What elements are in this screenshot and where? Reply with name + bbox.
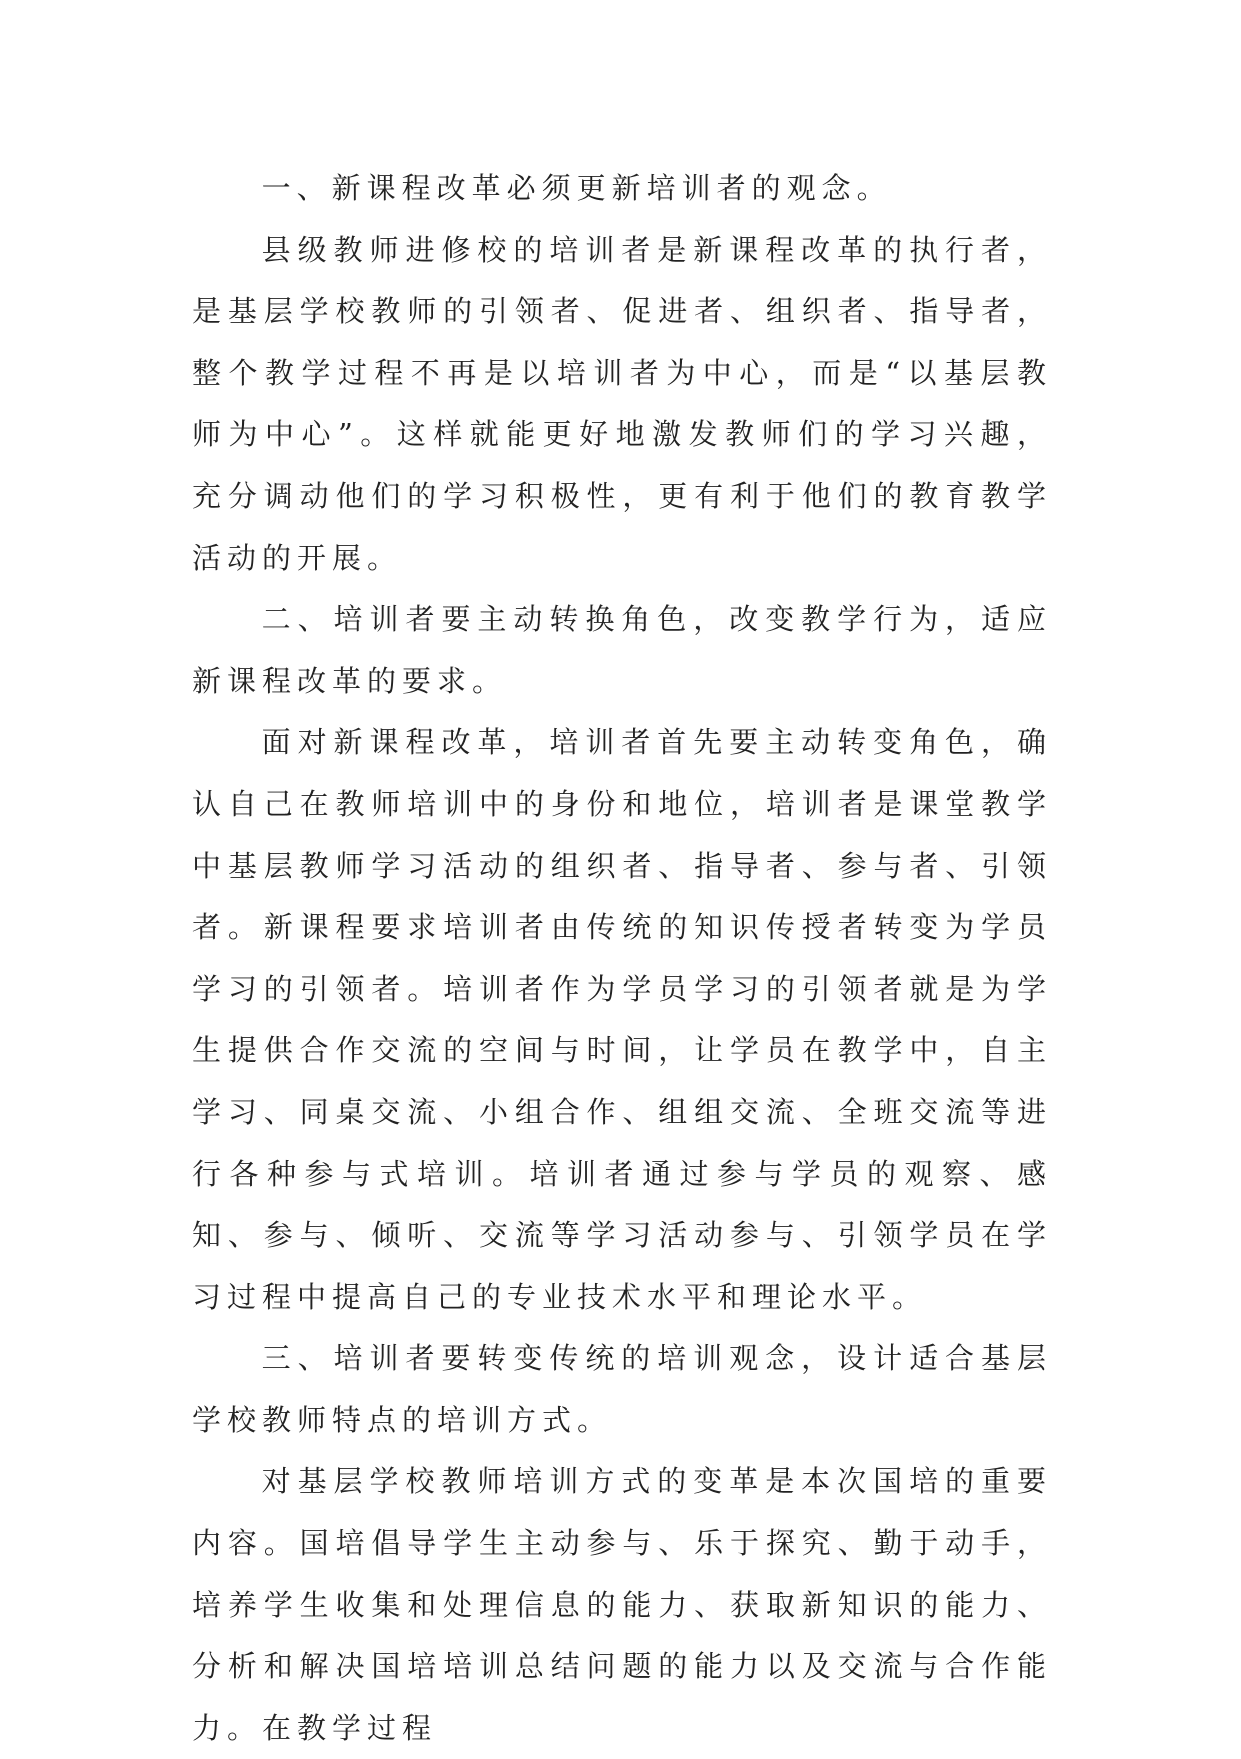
section-heading-3: 三、培训者要转变传统的培训观念，设计适合基层学校教师特点的培训方式。 <box>192 1341 1052 1437</box>
body-paragraph-1: 县级教师进修校的培训者是新课程改革的执行者，是基层学校教师的引领者、促进者、组织者、指导者，整个教学过程不再是以培训者为中心，而是“以基层教师为中心”。这样就能更好地激发教师们的学习兴趣，充分调动他们的学习积极性，更有利于他们的教育教学活动的开展。 <box>192 232 1052 575</box>
body-paragraph-3: 对基层学校教师培训方式的变革是本次国培的重要内容。国培倡导学生主动参与、乐于探究、勤于动手，培养学生收集和处理信息的能力、获取新知识的能力、分析和解决国培培训总结问题的能力以及交流与合作能力。在教学过程 <box>192 1464 1052 1745</box>
section-heading-2: 二、培训者要主动转换角色，改变教学行为，适应新课程改革的要求。 <box>192 602 1052 698</box>
section-heading-1: 一、新课程改革必须更新培训者的观念。 <box>261 171 892 205</box>
body-paragraph-2: 面对新课程改革，培训者首先要主动转变角色，确认自己在教师培训中的身份和地位，培训者是课堂教学中基层教师学习活动的组织者、指导者、参与者、引领者。新课程要求培训者由传统的知识传授者转变为学员学习的引领者。培训者作为学员学习的引领者就是为学生提供合作交流的空间与时间，让学员在教学中，自主学习、同桌交流、小组合作、组组交流、全班交流等进行各种参与式培训。培训者通过参与学员的观察、感知、参与、倾听、交流等学习活动参与、引领学员在学习过程中提高自己的专业技术水平和理论水平。 <box>192 725 1052 1314</box>
document-body <box>192 158 1052 1759</box>
